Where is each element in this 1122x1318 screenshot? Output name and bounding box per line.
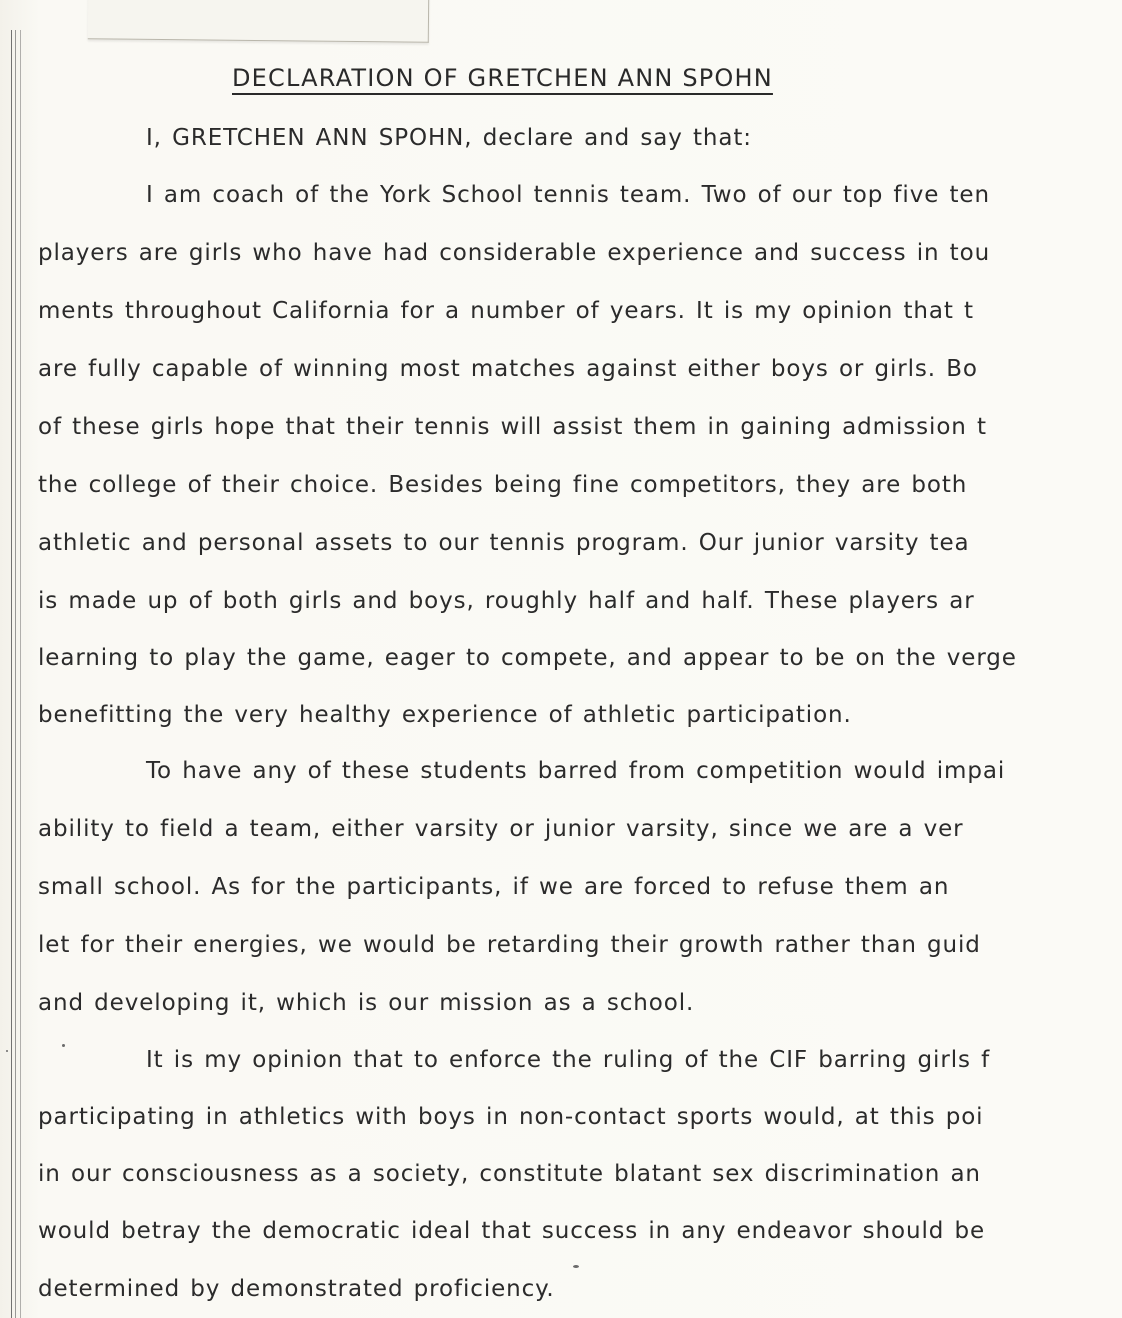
text-line: let for their energies, we would be retarding their growth rather than guid [38, 932, 981, 958]
text-line: athletic and personal assets to our tennis program. Our junior varsity tea [38, 530, 970, 556]
text-line: ments throughout California for a number of years. It is my opinion that t [38, 298, 974, 324]
text-line: is made up of both girls and boys, roughly half and half. These players ar [38, 588, 975, 614]
text-line: To have any of these students barred from competition would impai [146, 758, 1006, 784]
ink-speck [62, 1044, 65, 1047]
binding-edge-line [11, 30, 12, 1318]
document-title: DECLARATION OF GRETCHEN ANN SPOHN [232, 64, 773, 92]
text-line: small school. As for the participants, if we are forced to refuse them an [38, 874, 950, 900]
text-line: and developing it, which is our mission as a school. [38, 990, 695, 1016]
text-line: are fully capable of winning most matches against either boys or girls. Bo [38, 356, 978, 382]
text-line: of these girls hope that their tennis will assist them in gaining admission t [38, 414, 987, 440]
text-line: learning to play the game, eager to compete, and appear to be on the verge [38, 645, 1017, 671]
text-line: would betray the democratic ideal that success in any endeavor should be [38, 1218, 986, 1244]
binding-edge-line [20, 30, 21, 1318]
ink-speck [573, 1265, 579, 1268]
text-line: determined by demonstrated proficiency. [38, 1276, 555, 1302]
text-line: benefitting the very healthy experience of athletic participation. [38, 702, 852, 728]
tape-strip [88, 0, 429, 43]
ink-speck [6, 1050, 8, 1052]
text-line: It is my opinion that to enforce the ruling of the CIF barring girls f [146, 1047, 991, 1073]
text-line: players are girls who have had considerable experience and success in tou [38, 240, 991, 266]
text-line: participating in athletics with boys in non-contact sports would, at this poi [38, 1104, 984, 1130]
binding-edge-line [15, 30, 16, 1318]
text-line: I, GRETCHEN ANN SPOHN, declare and say that: [146, 125, 752, 151]
text-line: in our consciousness as a society, constitute blatant sex discrimination an [38, 1161, 981, 1187]
text-line: ability to field a team, either varsity or junior varsity, since we are a ver [38, 816, 964, 842]
text-line: I am coach of the York School tennis team. Two of our top five ten [146, 182, 990, 208]
text-line: the college of their choice. Besides being fine competitors, they are both [38, 472, 968, 498]
